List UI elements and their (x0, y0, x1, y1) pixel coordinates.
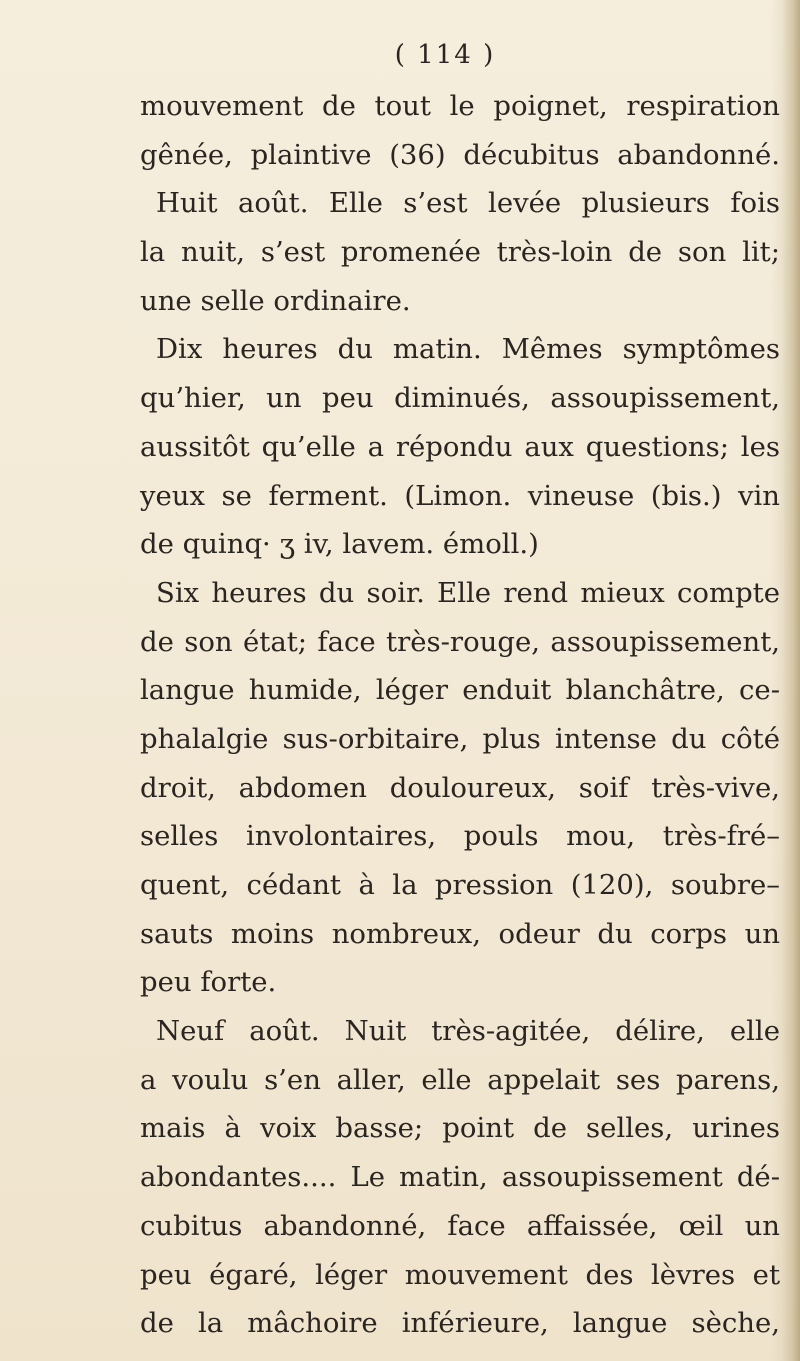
text-line: de son état; face très-rouge, assoupissement, (140, 625, 780, 658)
text-line: a voulu s’en aller, elle appelait ses parens, (140, 1063, 780, 1096)
text-line: phalalgie sus-orbitaire, plus intense du côté (140, 722, 780, 755)
text-line: la nuit, s’est promenée très-loin de son lit; (140, 236, 780, 269)
text-line: sauts moins nombreux, odeur du corps un (140, 917, 780, 950)
text-line: Neuf août. Nuit très-agitée, délire, elle (156, 1015, 780, 1048)
text-line: selles involontaires, pouls mou, très-fré– (140, 820, 780, 853)
text-line: Dix heures du matin. Mêmes symptômes (156, 333, 780, 366)
text-line: gênée, plaintive (36) décubitus abandonné. (140, 138, 780, 171)
text-line: Huit août. Elle s’est levée plusieurs fois (156, 187, 780, 220)
text-line: droit, abdomen douloureux, soif très-vive, (140, 771, 780, 804)
text-line: Six heures du soir. Elle rend mieux compte (156, 576, 780, 609)
text-line: une selle ordinaire. (140, 284, 411, 317)
text-line: mais à voix basse; point de selles, urines (140, 1112, 780, 1145)
text-line: yeux se ferment. (Limon. vineuse (bis.) vin (140, 479, 780, 512)
text-line: qu’hier, un peu diminués, assoupissement, (140, 382, 780, 415)
body-text (140, 82, 780, 1348)
text-line: langue humide, léger enduit blanchâtre, ce- (140, 674, 780, 707)
page-number: ( 114 ) (394, 40, 496, 70)
text-line: peu égaré, léger mouvement des lèvres et (140, 1258, 780, 1291)
text-line: de la mâchoire inférieure, langue sèche, (140, 1307, 780, 1340)
text-line: cubitus abandonné, face affaissée, œil un (140, 1209, 780, 1242)
text-line: mouvement de tout le poignet, respiration (140, 90, 780, 122)
text-line: aussitôt qu’elle a répondu aux questions; les (140, 430, 780, 463)
text-line: de quinq· ʒ iv, lavem. émoll.) (140, 528, 539, 561)
page-edge-shadow (782, 0, 800, 1361)
text-line: quent, cédant à la pression (120), soubre– (140, 869, 780, 901)
text-line: peu forte. (140, 966, 277, 999)
text-line: abondantes.... Le matin, assoupissement dé- (140, 1161, 780, 1194)
